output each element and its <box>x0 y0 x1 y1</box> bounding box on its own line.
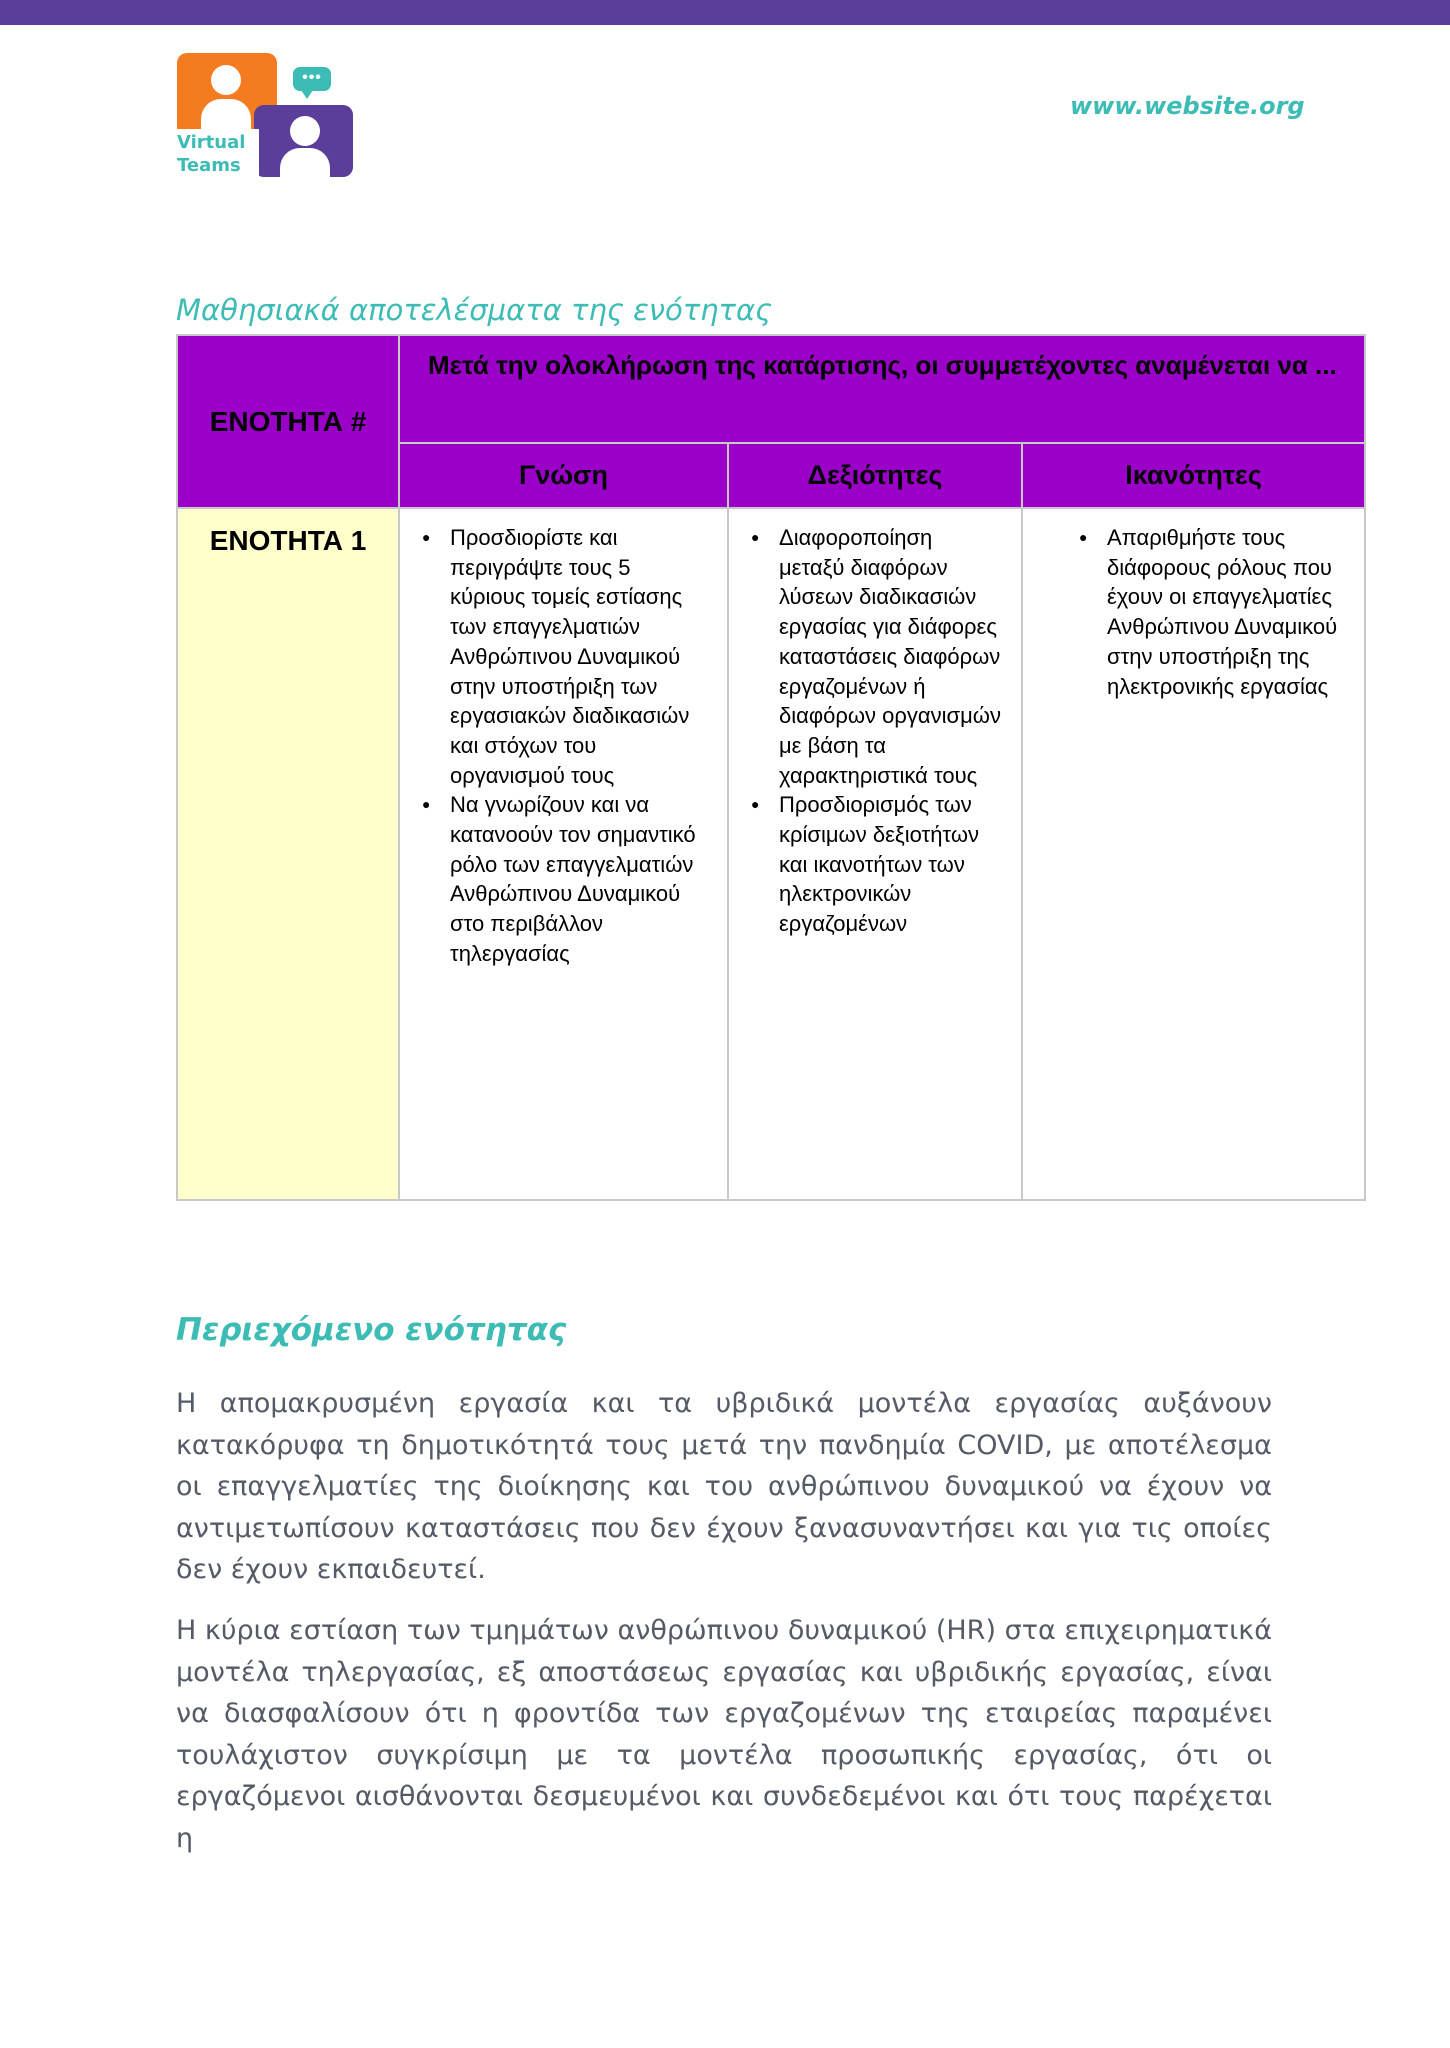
column-header-knowledge: Γνώση <box>399 443 728 508</box>
logo-text-line2: Teams <box>177 155 241 176</box>
top-bar <box>0 0 1450 25</box>
list-item: ● Να γνωρίζουν και να κατανοούν τον σημαντικό ρόλο των επαγγελματιών Ανθρώπινου Δυναμικού στο περιβάλλον τηλεργασίας <box>420 790 709 968</box>
intro-header: Μετά την ολοκλήρωση της κατάρτισης, οι συμμετέχοντες αναμένεται να ... <box>399 335 1365 443</box>
unit-cell: ΕΝΟΤΗΤΑ 1 <box>177 508 399 1200</box>
competences-cell <box>1022 508 1365 1200</box>
content-title: Περιεχόμενο ενότητας <box>176 1312 567 1348</box>
website-link[interactable]: www.website.org <box>1070 92 1305 120</box>
unit-header: ΕΝΟΤΗΤΑ # <box>177 335 399 508</box>
content-paragraph-1: Η απομακρυσμένη εργασία και τα υβριδικά μοντέλα εργασίας αυξάνουν κατακόρυφα τη δημοτικότητά τους μετά την πανδημία COVID, με αποτέλεσμα οι επαγγελματίες της διοίκησης και του ανθρώπινου δυναμικού να έχουν να αντιμετωπίσουν καταστάσεις που δεν έχουν ξανασυναντήσει και για τις οποίες δεν έχουν εκπαιδευτεί. <box>176 1388 1272 1585</box>
virtual-teams-logo <box>177 53 353 177</box>
chat-bubble-icon: ••• <box>293 67 331 91</box>
outcomes-title: Μαθησιακά αποτελέσματα της ενότητας <box>176 293 773 327</box>
logo-purple-tile <box>254 105 353 177</box>
skills-cell <box>728 508 1022 1200</box>
list-item: ● Απαριθμήστε τους διάφορους ρόλους που έχουν οι επαγγελματίες Ανθρώπινου Δυναμικού στην υποστήριξη της ηλεκτρονικής εργασίας <box>1077 523 1346 701</box>
knowledge-cell <box>399 508 728 1200</box>
list-item: ● Προσδιορίστε και περιγράψτε τους 5 κύριους τομείς εστίασης των επαγγελματιών Ανθρώπινου Δυναμικού στην υποστήριξη των εργασιακών διαδικασιών και στόχων του οργανισμού τους <box>420 523 709 790</box>
list-item: ● Προσδιορισμός των κρίσιμων δεξιοτήτων και ικανοτήτων των ηλεκτρονικών εργαζομένων <box>749 790 1003 939</box>
list-item: ● Διαφοροποίηση μεταξύ διαφόρων λύσεων διαδικασιών εργασίας για διάφορες καταστάσεις διαφόρων εργαζομένων ή διαφόρων οργανισμών με βάση τα χαρακτηριστικά τους <box>749 523 1003 790</box>
table-row <box>177 508 1365 1200</box>
column-header-competences: Ικανότητες <box>1022 443 1365 508</box>
content-paragraph-2: Η κύρια εστίαση των τμημάτων ανθρώπινου δυναμικού (HR) στα επιχειρηματικά μοντέλα τηλεργασίας, εξ αποστάσεως εργασίας και υβριδικής εργασίας, είναι να διασφαλίσουν ότι η φροντίδα των εργαζομένων της εταιρείας παραμένει τουλάχιστον συγκρίσιμη με τα μοντέλα προσωπικής εργασίας, ότι οι εργαζόμενοι αισθάνονται δεσμευμένοι και συνδεδεμένοι και ότι τους παρέχεται η <box>176 1615 1272 1854</box>
column-header-skills: Δεξιότητες <box>728 443 1022 508</box>
logo-text-line1: Virtual <box>177 132 246 153</box>
logo-text <box>177 129 259 177</box>
learning-outcomes-table <box>176 334 1366 1201</box>
